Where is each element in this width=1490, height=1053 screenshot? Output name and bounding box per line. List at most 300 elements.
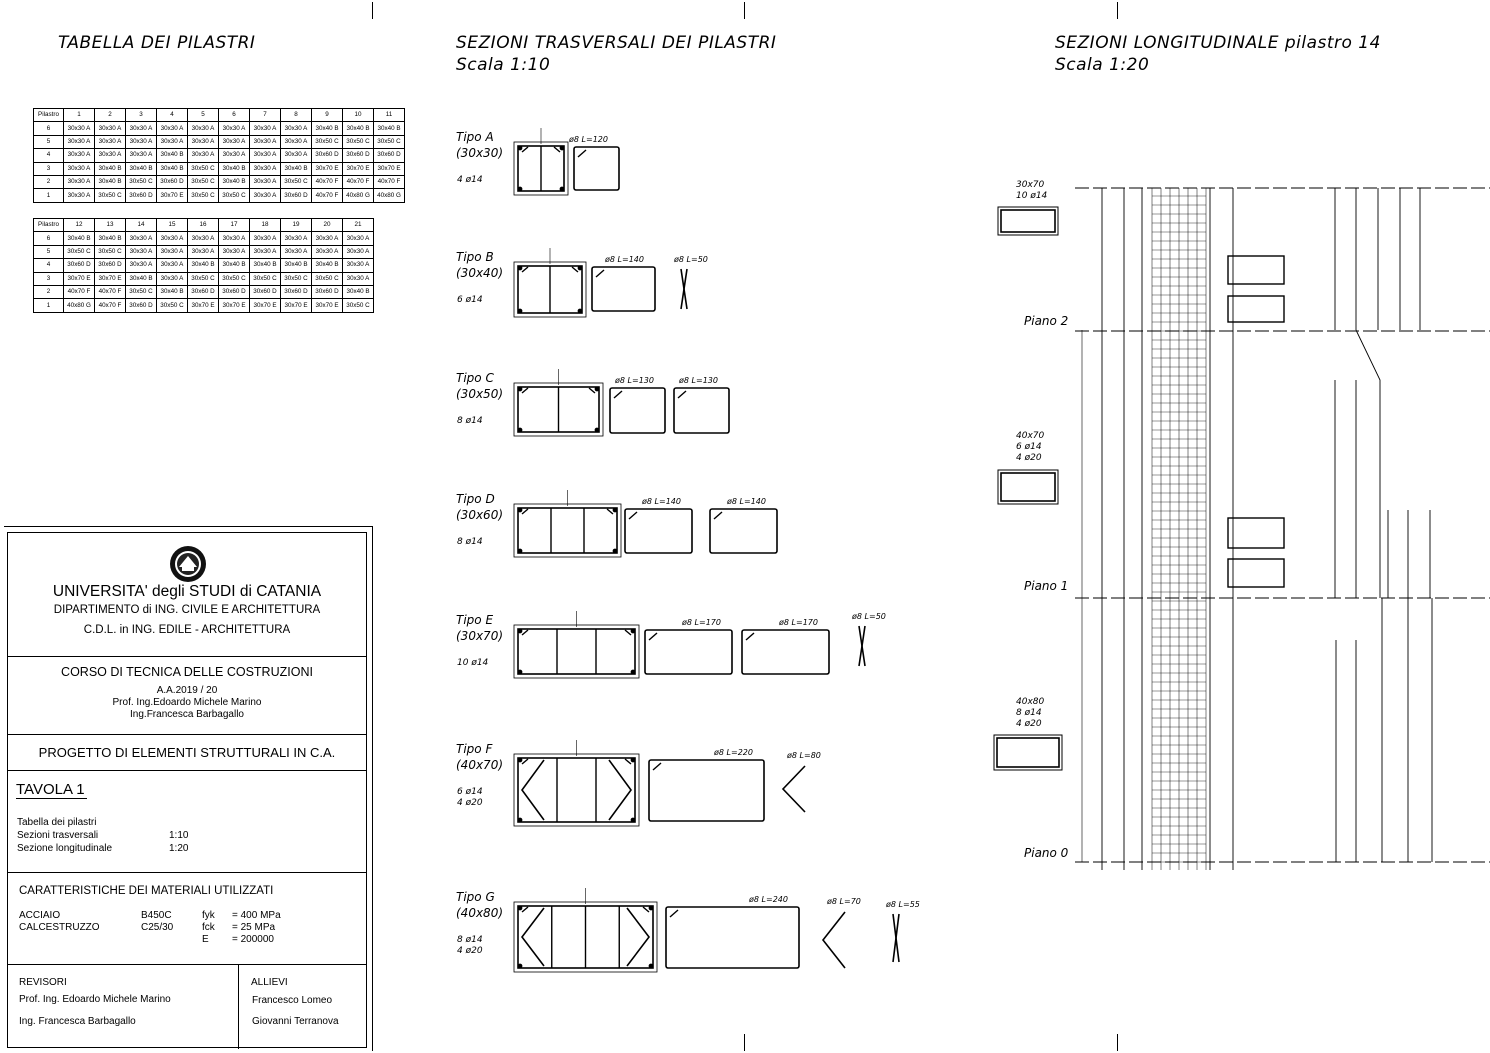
table-cell: 30x40 B [281, 259, 312, 272]
table-cell: 30x30 A [95, 122, 126, 135]
stirrup-shape [742, 630, 829, 674]
stirrup-shape [625, 509, 692, 553]
title-block [7, 532, 367, 1048]
table-cell: 40x70 F [343, 175, 374, 188]
table-cell: 30x30 A [95, 149, 126, 162]
table-cell: 30x30 A [312, 245, 343, 258]
table-cell: 40x70 F [95, 299, 126, 312]
table-cell: 4 [34, 149, 64, 162]
link-label: ø8 L=50 [852, 612, 886, 621]
tb-divider [238, 965, 239, 1049]
table-cell: 6 [34, 122, 64, 135]
table-cell: 30x30 A [157, 272, 188, 285]
table-cell: 30x50 C [250, 272, 281, 285]
table-header-cell: 13 [95, 219, 126, 232]
table-cell: 30x30 A [219, 245, 250, 258]
table-cell: 30x60 D [219, 285, 250, 298]
table-cell: 30x30 A [250, 162, 281, 175]
stirrup-hook [670, 910, 678, 917]
table-cell: 30x40 B [219, 175, 250, 188]
section-bars-label: 6 ø14 [457, 787, 483, 797]
floor-label-0: Piano 0 [1024, 846, 1069, 860]
stirrup-shape [574, 147, 619, 190]
section-type-label: Tipo E [456, 613, 494, 627]
longitudinal-title: SEZIONI LONGITUDINALE pilastro 14 [1055, 33, 1381, 53]
stirrup-label: ø8 L=170 [682, 618, 721, 627]
rebar [560, 187, 564, 191]
rebar [518, 629, 522, 633]
table-cell: 30x30 A [126, 259, 157, 272]
tb-project-box [8, 735, 366, 771]
rebar [578, 266, 582, 270]
table-header-cell: 21 [343, 219, 374, 232]
table-cell: 30x30 A [157, 245, 188, 258]
table-cell: 30x30 A [126, 135, 157, 148]
cdl-name: C.D.L. in ING. EDILE - ARCHITETTURA [83, 624, 291, 636]
table-header-cell: Pilastro [34, 219, 64, 232]
table-cell: 30x50 C [95, 245, 126, 258]
table-cell: 30x70 E [95, 272, 126, 285]
table-cell: 30x40 B [95, 175, 126, 188]
stirrup-outer [518, 629, 635, 674]
material-3-value: = 200000 [232, 934, 274, 945]
rebar [518, 309, 522, 313]
table-cell: 30x30 A [250, 245, 281, 258]
stirrup-hook [629, 512, 637, 519]
table-cell: 30x60 D [343, 149, 374, 162]
academic-year: A.A.2019 / 20 [156, 685, 218, 696]
section-bars-label: 8 ø14 [457, 537, 483, 547]
table-cell: 30x40 B [157, 149, 188, 162]
table-header-cell: 7 [250, 109, 281, 122]
table-cell: 30x60 D [281, 285, 312, 298]
rebar [631, 670, 635, 674]
course-name: CORSO DI TECNICA DELLE COSTRUZIONI [61, 665, 313, 679]
table-cell: 30x60 D [188, 285, 219, 298]
table-cell: 30x40 B [219, 259, 250, 272]
table-header-cell: 12 [64, 219, 95, 232]
rebar [595, 428, 599, 432]
table-cell: 30x30 A [126, 232, 157, 245]
table-cell: 30x30 A [188, 245, 219, 258]
contents-3-scale: 1:20 [169, 843, 189, 854]
stirrup-hook [522, 907, 528, 912]
table-cell: 30x30 A [157, 232, 188, 245]
section-bars-label: 10 ø14 [457, 658, 489, 668]
table-cell: 30x30 A [250, 135, 281, 148]
section-dim-label: (30x50) [456, 387, 504, 401]
stirrup-outer [518, 508, 617, 553]
rebar [518, 428, 522, 432]
table-cell: 30x30 A [64, 149, 95, 162]
table-cell: 30x60 D [250, 285, 281, 298]
stirrup-hook [596, 270, 604, 277]
rebar [518, 906, 522, 910]
stirrup-hook [625, 630, 631, 635]
section-outline [514, 625, 639, 678]
professor-1: Prof. Ing.Edoardo Michele Marino [112, 697, 262, 708]
stirrup-hook [714, 512, 722, 519]
material-1-value: = 400 MPa [232, 910, 281, 921]
table-cell: 30x30 A [219, 135, 250, 148]
rebar [631, 818, 635, 822]
section-type-label: Tipo D [456, 492, 495, 506]
table-header-cell: 15 [157, 219, 188, 232]
table-cell: 30x70 E [312, 299, 343, 312]
stirrup-hook [746, 633, 754, 640]
table-cell: 5 [34, 245, 64, 258]
section-dim-label: (30x30) [456, 146, 504, 160]
table-cell: 30x30 A [95, 135, 126, 148]
diamond-stirrup [522, 760, 631, 820]
tb-university-box [8, 533, 366, 657]
table-cell: 30x30 A [188, 149, 219, 162]
stirrup-hook [522, 509, 528, 514]
diamond-link-shape [783, 766, 805, 812]
table-cell: 30x40 B [343, 122, 374, 135]
stirrup-label: ø8 L=170 [779, 618, 818, 627]
stirrup-label: ø8 L=240 [749, 895, 788, 904]
stirrup-detail [1228, 296, 1284, 322]
table-cell: 30x30 A [157, 135, 188, 148]
stirrup-shape [666, 907, 799, 968]
table-cell: 30x60 D [157, 175, 188, 188]
long-sec2-dim: 40x70 [1016, 431, 1045, 441]
sections-scale: Scala 1:10 [456, 55, 551, 75]
table-cell: 30x70 E [312, 162, 343, 175]
table-cell: 5 [34, 135, 64, 148]
stirrup-detail [1228, 256, 1284, 284]
section-dim-label: (30x40) [456, 266, 504, 280]
material-2-grade: C25/30 [141, 922, 174, 933]
longitudinal-section [994, 188, 1490, 870]
diamond-link-label: ø8 L=80 [787, 751, 821, 760]
table-cell: 30x30 A [157, 259, 188, 272]
stirrup-detail [1228, 559, 1284, 587]
table-cell: 40x80 G [343, 189, 374, 202]
table-cell: 30x50 C [188, 272, 219, 285]
table-header-cell: 3 [126, 109, 157, 122]
section-dim-label: (30x60) [456, 508, 504, 522]
stirrup-shape [592, 267, 655, 311]
table-cell: 2 [34, 175, 64, 188]
table-cell: 40x70 F [374, 175, 405, 188]
section-outline [514, 504, 621, 557]
table-cell: 30x70 E [188, 299, 219, 312]
table-cell: 30x30 A [64, 162, 95, 175]
table-cell: 30x30 A [64, 175, 95, 188]
table-cell: 30x70 E [343, 162, 374, 175]
table-cell: 30x50 C [281, 272, 312, 285]
table-header-cell: 16 [188, 219, 219, 232]
stirrup-hook [625, 759, 631, 764]
rebar [649, 964, 653, 968]
section-type-label: Tipo F [456, 742, 493, 756]
section-type-label: Tipo B [456, 250, 494, 264]
stirrup-hook [572, 267, 578, 272]
section-bars-label: 4 ø14 [457, 175, 483, 185]
section-bars-label: 6 ø14 [457, 295, 483, 305]
sections-title: SEZIONI TRASVERSALI DEI PILASTRI [456, 33, 777, 53]
table-title: TABELLA DEI PILASTRI [58, 33, 256, 53]
material-2-param: fck [202, 922, 215, 933]
link-label: ø8 L=50 [674, 255, 708, 264]
table-cell: 30x40 B [157, 285, 188, 298]
table-header-cell: 20 [312, 219, 343, 232]
project-name: PROGETTO DI ELEMENTI STRUTTURALI IN C.A. [38, 745, 336, 760]
rebar [518, 818, 522, 822]
stirrup-shape [645, 630, 732, 674]
diamond-link-label: ø8 L=70 [827, 897, 861, 906]
table-cell: 30x40 B [343, 285, 374, 298]
table-cell: 30x30 A [126, 122, 157, 135]
stirrup-label: ø8 L=140 [605, 255, 644, 264]
table-cell: 30x30 A [250, 149, 281, 162]
table-cell: 30x30 A [64, 122, 95, 135]
mini-stirrup [1001, 473, 1055, 501]
table-cell: 3 [34, 162, 64, 175]
long-sec1-dim: 30x70 [1016, 180, 1045, 190]
section-bars-label: 4 ø20 [457, 946, 483, 956]
rebar [518, 964, 522, 968]
table-header-cell: 18 [250, 219, 281, 232]
table-cell: 30x40 B [281, 162, 312, 175]
tb-sheet-box [8, 771, 366, 873]
table-cell: 30x30 A [250, 122, 281, 135]
table-cell: 30x50 C [188, 189, 219, 202]
table-cell: 30x50 C [126, 285, 157, 298]
table-header-cell: 14 [126, 219, 157, 232]
table-cell: 30x30 A [343, 232, 374, 245]
table-cell: 30x50 C [95, 189, 126, 202]
table-header-cell: 17 [219, 219, 250, 232]
table-cell: 3 [34, 272, 64, 285]
table-cell: 30x30 A [188, 135, 219, 148]
rebar [578, 309, 582, 313]
table-cell: 30x50 C [312, 272, 343, 285]
contents-2-scale: 1:10 [169, 830, 189, 841]
student-1: Francesco Lomeo [252, 995, 333, 1006]
table-cell: 30x40 B [95, 232, 126, 245]
material-2-value: = 25 MPa [232, 922, 276, 933]
table-header-cell: Pilastro [34, 109, 64, 122]
long-sec3-bars1: 8 ø14 [1016, 708, 1042, 718]
rebar [518, 758, 522, 762]
table-cell: 30x40 B [312, 259, 343, 272]
rebar [649, 906, 653, 910]
stirrup-hook [589, 388, 595, 393]
table-cell: 30x50 C [343, 135, 374, 148]
table-header-cell: 2 [95, 109, 126, 122]
table-cell: 40x70 F [64, 285, 95, 298]
table-cell: 40x80 G [374, 189, 405, 202]
table-cell: 30x40 B [64, 232, 95, 245]
table-cell: 30x30 A [64, 135, 95, 148]
table-cell: 30x50 C [219, 272, 250, 285]
table-cell: 30x70 E [374, 162, 405, 175]
table-cell: 30x40 B [188, 259, 219, 272]
table-cell: 30x50 C [126, 175, 157, 188]
table-cell: 30x50 C [64, 245, 95, 258]
section-type-label: Tipo G [456, 890, 495, 904]
table-cell: 30x70 E [250, 299, 281, 312]
section-bars-label: 8 ø14 [457, 935, 483, 945]
table-cell: 30x30 A [281, 149, 312, 162]
table-header-cell: 4 [157, 109, 188, 122]
section-bars-label: 8 ø14 [457, 416, 483, 426]
stirrup-hook [522, 147, 528, 152]
table-cell: 30x30 A [250, 175, 281, 188]
material-1-param: fyk [202, 910, 215, 921]
reviewers-label: REVISORI [19, 977, 67, 988]
rebar [631, 758, 635, 762]
department-name: DIPARTIMENTO di ING. CIVILE E ARCHITETTURA [53, 604, 321, 616]
table-cell: 30x40 B [157, 162, 188, 175]
section-type-label: Tipo A [456, 130, 494, 144]
rebar [518, 146, 522, 150]
mini-section [998, 470, 1058, 504]
stirrup-hook [614, 391, 622, 398]
table-cell: 30x30 A [219, 122, 250, 135]
university-name: UNIVERSITA' degli STUDI di CATANIA [52, 583, 322, 600]
stirrup-hook [607, 509, 613, 514]
student-2: Giovanni Terranova [252, 1016, 339, 1027]
professor-2: Ing.Francesca Barbagallo [130, 709, 244, 720]
table-cell: 30x70 E [281, 299, 312, 312]
table-cell: 30x60 D [374, 149, 405, 162]
material-1-grade: B450C [141, 910, 172, 921]
table-cell: 40x70 F [95, 285, 126, 298]
material-2-name: CALCESTRUZZO [19, 922, 100, 933]
rebar [518, 508, 522, 512]
rebar [518, 266, 522, 270]
link-label: ø8 L=55 [886, 900, 920, 909]
stirrup-hook [554, 147, 560, 152]
stirrup-shape [710, 509, 777, 553]
table-cell: 30x50 C [312, 135, 343, 148]
long-sec1-bars: 10 ø14 [1016, 191, 1048, 201]
stirrup-hook [578, 150, 586, 157]
sheet-number: TAVOLA 1 [16, 781, 85, 798]
section-dim-label: (40x80) [456, 906, 504, 920]
table-cell: 30x40 B [374, 122, 405, 135]
cross-sections [514, 128, 920, 972]
stirrup-label: ø8 L=140 [727, 497, 766, 506]
table-cell: 30x30 A [250, 232, 281, 245]
longitudinal-scale: Scala 1:20 [1055, 55, 1150, 75]
mini-stirrup [997, 738, 1059, 767]
table-cell: 30x50 C [374, 135, 405, 148]
mini-stirrup [1001, 210, 1055, 232]
table-cell: 30x30 A [64, 189, 95, 202]
table-cell: 30x60 D [126, 189, 157, 202]
rebar [518, 670, 522, 674]
long-sec3-dim: 40x80 [1016, 697, 1045, 707]
reviewer-1: Prof. Ing. Edoardo Michele Marino [19, 994, 171, 1005]
stirrup-label: ø8 L=130 [615, 376, 654, 385]
table-cell: 30x50 C [219, 189, 250, 202]
table-cell: 30x50 C [157, 299, 188, 312]
table-cell: 2 [34, 285, 64, 298]
table-cell: 30x60 D [95, 259, 126, 272]
table-cell: 30x30 A [126, 149, 157, 162]
table-cell: 30x50 C [188, 175, 219, 188]
contents-3: Sezione longitudinale [17, 843, 113, 854]
table-header-cell: 10 [343, 109, 374, 122]
table-cell: 30x40 B [126, 272, 157, 285]
table-cell: 40x80 G [64, 299, 95, 312]
section-bars-label: 4 ø20 [457, 798, 483, 808]
materials-title: CARATTERISTICHE DEI MATERIALI UTILIZZATI [19, 885, 274, 897]
stirrup-label: ø8 L=130 [679, 376, 718, 385]
table-cell: 30x40 B [95, 162, 126, 175]
tb-materials-box [8, 873, 366, 965]
rebar [613, 549, 617, 553]
table-cell: 30x30 A [281, 232, 312, 245]
floor-label-1: Piano 1 [1024, 579, 1069, 593]
rebar [595, 387, 599, 391]
table-cell: 30x40 B [126, 162, 157, 175]
table-cell: 40x70 F [312, 175, 343, 188]
floor-label-2: Piano 2 [1024, 314, 1069, 328]
table-cell: 1 [34, 299, 64, 312]
rebar [560, 146, 564, 150]
table-cell: 30x30 A [343, 245, 374, 258]
stirrup-label: ø8 L=120 [569, 135, 608, 144]
stirrup-hook [522, 388, 528, 393]
table-cell: 6 [34, 232, 64, 245]
contents-2: Sezioni trasversali [17, 830, 99, 841]
table-cell: 30x70 E [64, 272, 95, 285]
table-cell: 30x30 A [281, 122, 312, 135]
long-sec2-bars2: 4 ø20 [1016, 453, 1042, 463]
table-cell: 30x40 B [219, 162, 250, 175]
table-cell: 30x70 E [157, 189, 188, 202]
tb-course-box [8, 657, 366, 735]
table-cell: 30x30 A [343, 259, 374, 272]
table-header-cell: 11 [374, 109, 405, 122]
table-cell: 30x40 B [312, 122, 343, 135]
table-cell: 30x60 D [312, 285, 343, 298]
students-label: ALLIEVI [251, 977, 288, 988]
stirrup-detail [1228, 518, 1284, 548]
rebar [518, 387, 522, 391]
table-cell: 30x30 A [343, 272, 374, 285]
table-cell: 30x30 A [281, 245, 312, 258]
table-cell: 30x30 A [250, 189, 281, 202]
stirrup-hook [522, 759, 528, 764]
stirrup-label: ø8 L=140 [642, 497, 681, 506]
table-header-cell: 6 [219, 109, 250, 122]
table-cell: 30x60 D [312, 149, 343, 162]
material-3-param: E [202, 934, 209, 945]
rebar [631, 629, 635, 633]
stirrup-hook [649, 633, 657, 640]
table-cell: 30x30 A [157, 122, 188, 135]
rebar [613, 508, 617, 512]
table-header-cell: 8 [281, 109, 312, 122]
mini-section [994, 735, 1062, 770]
table-cell: 30x50 C [188, 162, 219, 175]
table-cell: 30x50 C [343, 299, 374, 312]
table-header-cell: 9 [312, 109, 343, 122]
table-cell: 30x30 A [126, 245, 157, 258]
table-cell: 30x70 E [219, 299, 250, 312]
section-dim-label: (40x70) [456, 758, 504, 772]
section-type-label: Tipo C [456, 371, 494, 385]
long-sec2-bars1: 6 ø14 [1016, 442, 1042, 452]
rebar [518, 549, 522, 553]
